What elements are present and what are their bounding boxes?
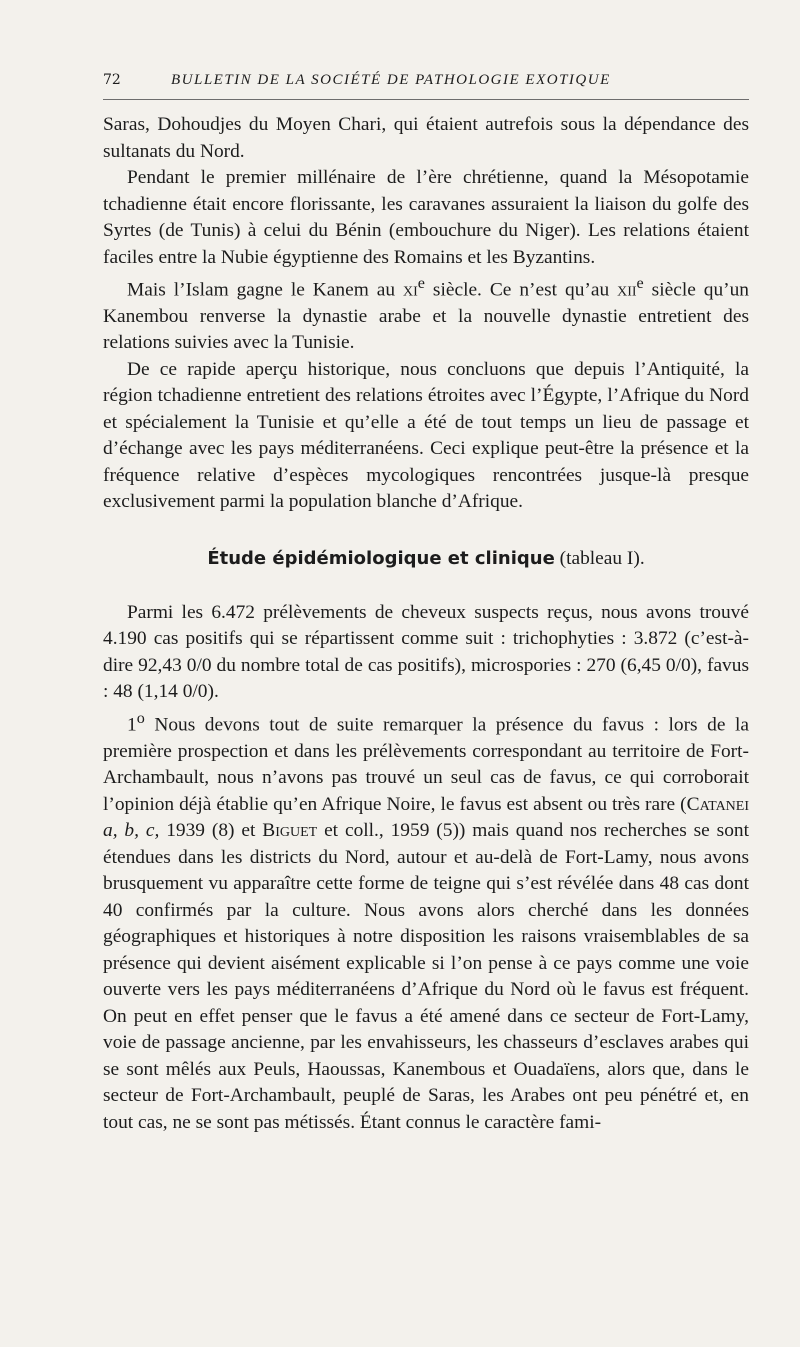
running-header xyxy=(103,72,749,89)
header-rule xyxy=(103,99,749,100)
section-heading-ref: (tableau I). xyxy=(554,547,645,569)
paragraph-first-millennium: Pendant le premier millénaire de l’ère chrétienne, quand la Mésopotamie tchadienne était encore florissante, les caravanes assuraient la liaison du golfe des Syrtes (de Tunis) à celui du Bénin (embouchure du Niger). Les relations étaient faciles entre la Nubie égyptienne des Romains et les Byzantins. xyxy=(103,167,749,268)
author-catanei: Catanei xyxy=(686,793,749,815)
paragraph-continued: Saras, Dohoudjes du Moyen Chari, qui étaient autrefois sous la dépendance des sultanats du Nord. xyxy=(103,114,749,162)
section-heading xyxy=(103,546,749,572)
running-title: BULLETIN DE LA SOCIÉTÉ DE PATHOLOGIE EXOTIQUE xyxy=(171,72,611,88)
body-text xyxy=(103,112,749,1136)
page-number: 72 xyxy=(103,72,121,88)
paragraph-conclusion-historique: De ce rapide aperçu historique, nous concluons que depuis l’Antiquité, la région tchadienne entretient des relations étroites avec l’Égypte, l’Afrique du Nord et spécialement la Tunisie et qu’elle a été de tout temps un lieu de passage et d’échange avec les pays méditerranéens. Ceci explique peut-être la présence et la fréquence relative d’espèces mycologiques rencontrées jusque-là presque exclusivement parmi la population blanche d’Afrique. xyxy=(103,358,749,513)
paragraph-prelevements: Parmi les 6.472 prélèvements de cheveux suspects reçus, nous avons trouvé 4.190 cas positifs qui se répartissent comme suit : trichophyties : 3.872 (c’est-à-dire 92,43 0/0 du nombre total de cas positifs), microspories : 270 (6,45 0/0), favus : 48 (1,14 0/0). xyxy=(103,601,749,703)
paragraph-islam-kanem: Mais l’Islam gagne le Kanem au $xi^e$ siècle. Ce n’est qu’au xii$^e$ siècle qu’un Kanembou renverse la dynastie arabe et la nouvelle dynastie entretient des relations suivies avec la Tunisie. xyxy=(103,275,750,354)
paragraph-favus: 1$^o$ Nous devons tout de suite remarquer la présence du favus : lors de la première prospection et dans les prélèvements correspondant au territoire de Fort-Archambault, nous n’avons pas trouvé un seul cas de favus, ce qui corroborait l’opinion déjà établie qu’en Afrique Noire, le favus est absent ou très rare (Catanei a, b, c, 1939 (8) et Biguet et coll., 1959 (5)) mais quand nos recherches se sont étendues dans les districts du Nord, autour et au-delà de Fort-Lamy, nous avons brusquement vu apparaître cette forme de teigne qui s’est révélée dans 48 cas dont 40 confirmés par la culture. Nous avons alors cherché dans les données géographiques et historiques à notre disposition les raisons vraisemblables de sa présence qui devient aisément explicable si l’on pense à ce pays comme une voie ouverte vers les pays méditerranéens d’Afrique du Nord où le favus est fréquent. On peut en effet penser que le favus a été amené dans ce secteur de Fort-Lamy, voie de passage ancienne, par les envahisseurs, les chasseurs d’esclaves arabes qui se sont mêlés aux Peuls, Haoussas, Kanembous et Ouadaïens, alors que, dans le secteur de Fort-Archambault, peuplé de Saras, les Arabes ont peu pénétré et, en tout cas, ne se sont pas métissés. Étant connus le caractère fami- xyxy=(103,709,749,1133)
section-heading-title: Étude épidémiologique et clinique xyxy=(207,547,555,569)
author-biguet: Biguet xyxy=(262,820,318,842)
